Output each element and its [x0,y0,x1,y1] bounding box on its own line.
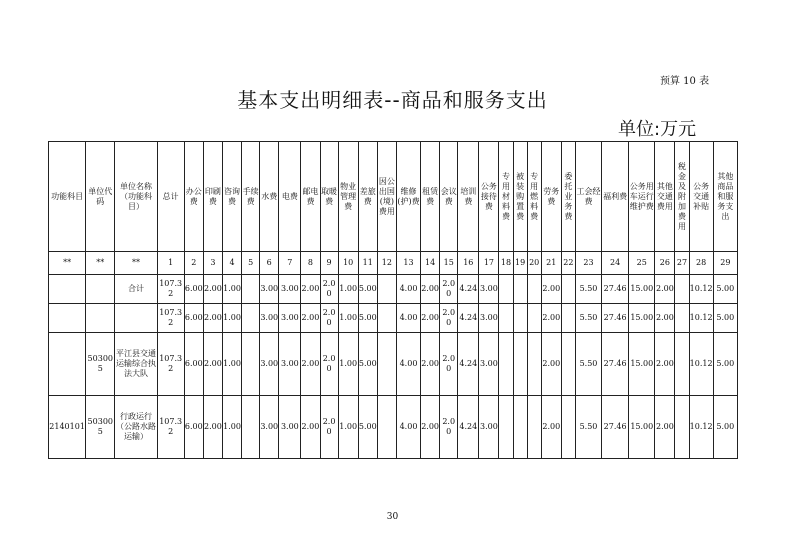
column-header: 邮电费 [301,142,320,252]
table-cell [115,304,157,333]
table-cell: 2140101 [49,396,86,459]
table-cell: 5.00 [713,333,737,396]
column-header: 单位代码 [86,142,115,252]
table-cell [242,396,260,459]
table-cell: 3.00 [260,304,279,333]
column-header: 委托业务费 [561,142,575,252]
table-cell [527,396,541,459]
table-cell [242,275,260,304]
column-index-cell: 12 [377,252,396,275]
table-cell: 5.00 [358,304,377,333]
table-cell: 10.12 [689,275,713,304]
table-cell [561,304,575,333]
page-number: 30 [386,512,399,522]
table-cell: 2.00 [203,275,222,304]
table-cell [49,333,86,396]
table-cell: 2.00 [301,396,320,459]
table-cell: 107.32 [157,275,184,304]
table-cell [242,333,260,396]
table-cell: 4.24 [458,333,479,396]
column-index-cell: ** [49,252,86,275]
unit-label: 单位:万元 [618,119,697,140]
table-cell: 107.32 [157,396,184,459]
column-header: 手续费 [242,142,260,252]
table-cell: 3.00 [279,333,301,396]
column-index-cell: 26 [655,252,675,275]
table-cell: 27.46 [602,333,629,396]
table-cell [49,304,86,333]
table-cell: 2.00 [320,333,338,396]
column-index-cell: 1 [157,252,184,275]
table-cell: 3.00 [260,333,279,396]
expenditure-table [48,141,738,459]
table-cell: 2.00 [440,275,458,304]
table-cell [377,333,396,396]
column-index-cell: ** [115,252,157,275]
table-cell: 1.00 [338,275,358,304]
column-index-cell: 10 [338,252,358,275]
table-cell: 107.32 [157,304,184,333]
table-cell [675,333,689,396]
table-cell: 6.00 [184,396,203,459]
table-cell: 2.00 [541,304,561,333]
column-header: 租赁费 [421,142,440,252]
table-cell: 3.00 [260,396,279,459]
table-cell: 2.00 [655,333,675,396]
page-title: 基本支出明细表--商品和服务支出 [237,88,548,112]
table-cell: 2.00 [655,304,675,333]
table-cell: 3.00 [279,275,301,304]
table-cell: 27.46 [602,396,629,459]
column-index-cell: 19 [513,252,527,275]
table-cell: 27.46 [602,275,629,304]
table-cell: 2.00 [421,304,440,333]
table-cell: 6.00 [184,333,203,396]
column-index-cell: 17 [479,252,499,275]
table-cell [86,275,115,304]
column-header: 其他商品和服务支出 [713,142,737,252]
column-index-cell: ** [86,252,115,275]
table-cell [242,304,260,333]
table-cell: 2.00 [440,304,458,333]
column-header: 会议费 [440,142,458,252]
column-index-cell: 3 [203,252,222,275]
column-index-cell: 11 [358,252,377,275]
table-cell: 3.00 [479,333,499,396]
column-header: 公务接待费 [479,142,499,252]
table-cell [513,275,527,304]
column-index-cell: 8 [301,252,320,275]
table-cell: 2.00 [421,396,440,459]
table-cell: 2.00 [541,275,561,304]
table-cell [499,333,513,396]
column-index-cell: 9 [320,252,338,275]
table-cell: 2.00 [421,333,440,396]
table-cell: 行政运行（公路水路运输） [115,396,157,459]
table-cell [675,396,689,459]
column-header: 福利费 [602,142,629,252]
column-index-cell: 24 [602,252,629,275]
table-cell: 107.32 [157,333,184,396]
table-cell: 1.00 [338,304,358,333]
table-cell: 2.00 [301,275,320,304]
table-cell: 2.00 [440,396,458,459]
column-index-cell: 27 [675,252,689,275]
table-cell: 5.00 [358,396,377,459]
table-cell: 1.00 [338,396,358,459]
column-header: 劳务费 [541,142,561,252]
column-header: 总计 [157,142,184,252]
table-row [49,275,738,304]
column-index-cell: 21 [541,252,561,275]
table-cell: 2.00 [655,396,675,459]
column-header: 因公出国(境)费用 [377,142,396,252]
table-cell: 6.00 [184,275,203,304]
column-header: 专用燃料费 [527,142,541,252]
column-index-cell: 20 [527,252,541,275]
table-cell: 5.50 [575,396,601,459]
table-cell: 2.00 [440,333,458,396]
table-cell: 2.00 [320,304,338,333]
table-cell: 2.00 [301,304,320,333]
table-cell [675,304,689,333]
table-cell: 15.00 [629,304,655,333]
table-cell [513,304,527,333]
column-header: 专用材料费 [499,142,513,252]
column-header: 其他交通费用 [655,142,675,252]
table-cell: 2.00 [541,396,561,459]
column-header: 工会经费 [575,142,601,252]
column-index-cell: 6 [260,252,279,275]
table-cell: 5.50 [575,333,601,396]
column-index-cell: 18 [499,252,513,275]
table-cell: 15.00 [629,333,655,396]
table-cell: 4.00 [396,396,420,459]
table-cell: 5.50 [575,275,601,304]
table-cell [675,275,689,304]
table-cell: 3.00 [479,396,499,459]
table-cell: 3.00 [260,275,279,304]
column-index-row [49,252,738,275]
column-header: 物业管理费 [338,142,358,252]
table-cell [513,333,527,396]
column-index-cell: 23 [575,252,601,275]
table-cell: 503005 [86,333,115,396]
budget-table-number: 预算 10 表 [660,76,710,87]
table-cell: 2.00 [301,333,320,396]
table-cell: 2.00 [320,396,338,459]
column-index-cell: 25 [629,252,655,275]
column-header: 维修(护)费 [396,142,420,252]
table-cell: 1.00 [222,275,241,304]
table-cell: 15.00 [629,396,655,459]
column-header: 印刷费 [203,142,222,252]
table-cell: 2.00 [203,396,222,459]
table-cell: 1.00 [222,396,241,459]
column-header: 公务用车运行维护费 [629,142,655,252]
table-cell [499,396,513,459]
column-header: 公务交通补贴 [689,142,713,252]
table-cell [527,333,541,396]
table-cell: 1.00 [222,333,241,396]
table-cell: 3.00 [279,304,301,333]
table-cell: 5.00 [713,396,737,459]
table-cell: 5.00 [713,275,737,304]
column-header: 办公费 [184,142,203,252]
table-cell [527,304,541,333]
table-cell: 4.24 [458,275,479,304]
table-cell: 4.00 [396,333,420,396]
column-index-cell: 14 [421,252,440,275]
table-cell: 10.12 [689,396,713,459]
header-row [49,142,738,252]
table-cell [377,304,396,333]
column-index-cell: 15 [440,252,458,275]
table-cell: 5.00 [358,275,377,304]
column-header: 被装购置费 [513,142,527,252]
table-cell: 15.00 [629,275,655,304]
table-cell: 合计 [115,275,157,304]
table-cell: 5.50 [575,304,601,333]
column-index-cell: 28 [689,252,713,275]
table-cell: 3.00 [479,275,499,304]
table-cell: 2.00 [203,333,222,396]
table-cell: 1.00 [222,304,241,333]
column-index-cell: 2 [184,252,203,275]
table-cell: 503005 [86,396,115,459]
table-cell: 2.00 [655,275,675,304]
column-index-cell: 5 [242,252,260,275]
table-cell: 1.00 [338,333,358,396]
table-cell: 10.12 [689,304,713,333]
column-header: 功能科目 [49,142,86,252]
column-header: 差旅费 [358,142,377,252]
column-index-cell: 22 [561,252,575,275]
table-cell: 平江县交通运输综合执法大队 [115,333,157,396]
table-cell: 4.24 [458,396,479,459]
table-cell: 4.24 [458,304,479,333]
column-header: 培训费 [458,142,479,252]
column-index-cell: 7 [279,252,301,275]
column-header: 电费 [279,142,301,252]
table-cell: 4.00 [396,304,420,333]
table-cell: 5.00 [713,304,737,333]
table-cell [561,275,575,304]
table-cell: 5.00 [358,333,377,396]
table-cell [49,275,86,304]
table-row [49,396,738,459]
table-cell [377,275,396,304]
table-cell: 2.00 [203,304,222,333]
column-header: 取暖费 [320,142,338,252]
table-cell: 2.00 [421,275,440,304]
column-header: 税金及附加费用 [675,142,689,252]
table-cell [86,304,115,333]
column-index-cell: 4 [222,252,241,275]
table-cell: 2.00 [541,333,561,396]
column-index-cell: 13 [396,252,420,275]
table-cell [513,396,527,459]
column-header: 单位名称（功能科目） [115,142,157,252]
table-cell [377,396,396,459]
column-index-cell: 29 [713,252,737,275]
table-cell [561,396,575,459]
table-cell [527,275,541,304]
table-cell: 3.00 [479,304,499,333]
column-header: 咨询费 [222,142,241,252]
table-cell: 27.46 [602,304,629,333]
table-cell: 6.00 [184,304,203,333]
table-cell: 3.00 [279,396,301,459]
table-cell [499,304,513,333]
table-row [49,333,738,396]
table-cell: 4.00 [396,275,420,304]
table-body [49,142,738,459]
column-header: 水费 [260,142,279,252]
column-index-cell: 16 [458,252,479,275]
table-cell: 2.00 [320,275,338,304]
table-cell [499,275,513,304]
table-cell: 10.12 [689,333,713,396]
table-row [49,304,738,333]
table-cell [561,333,575,396]
